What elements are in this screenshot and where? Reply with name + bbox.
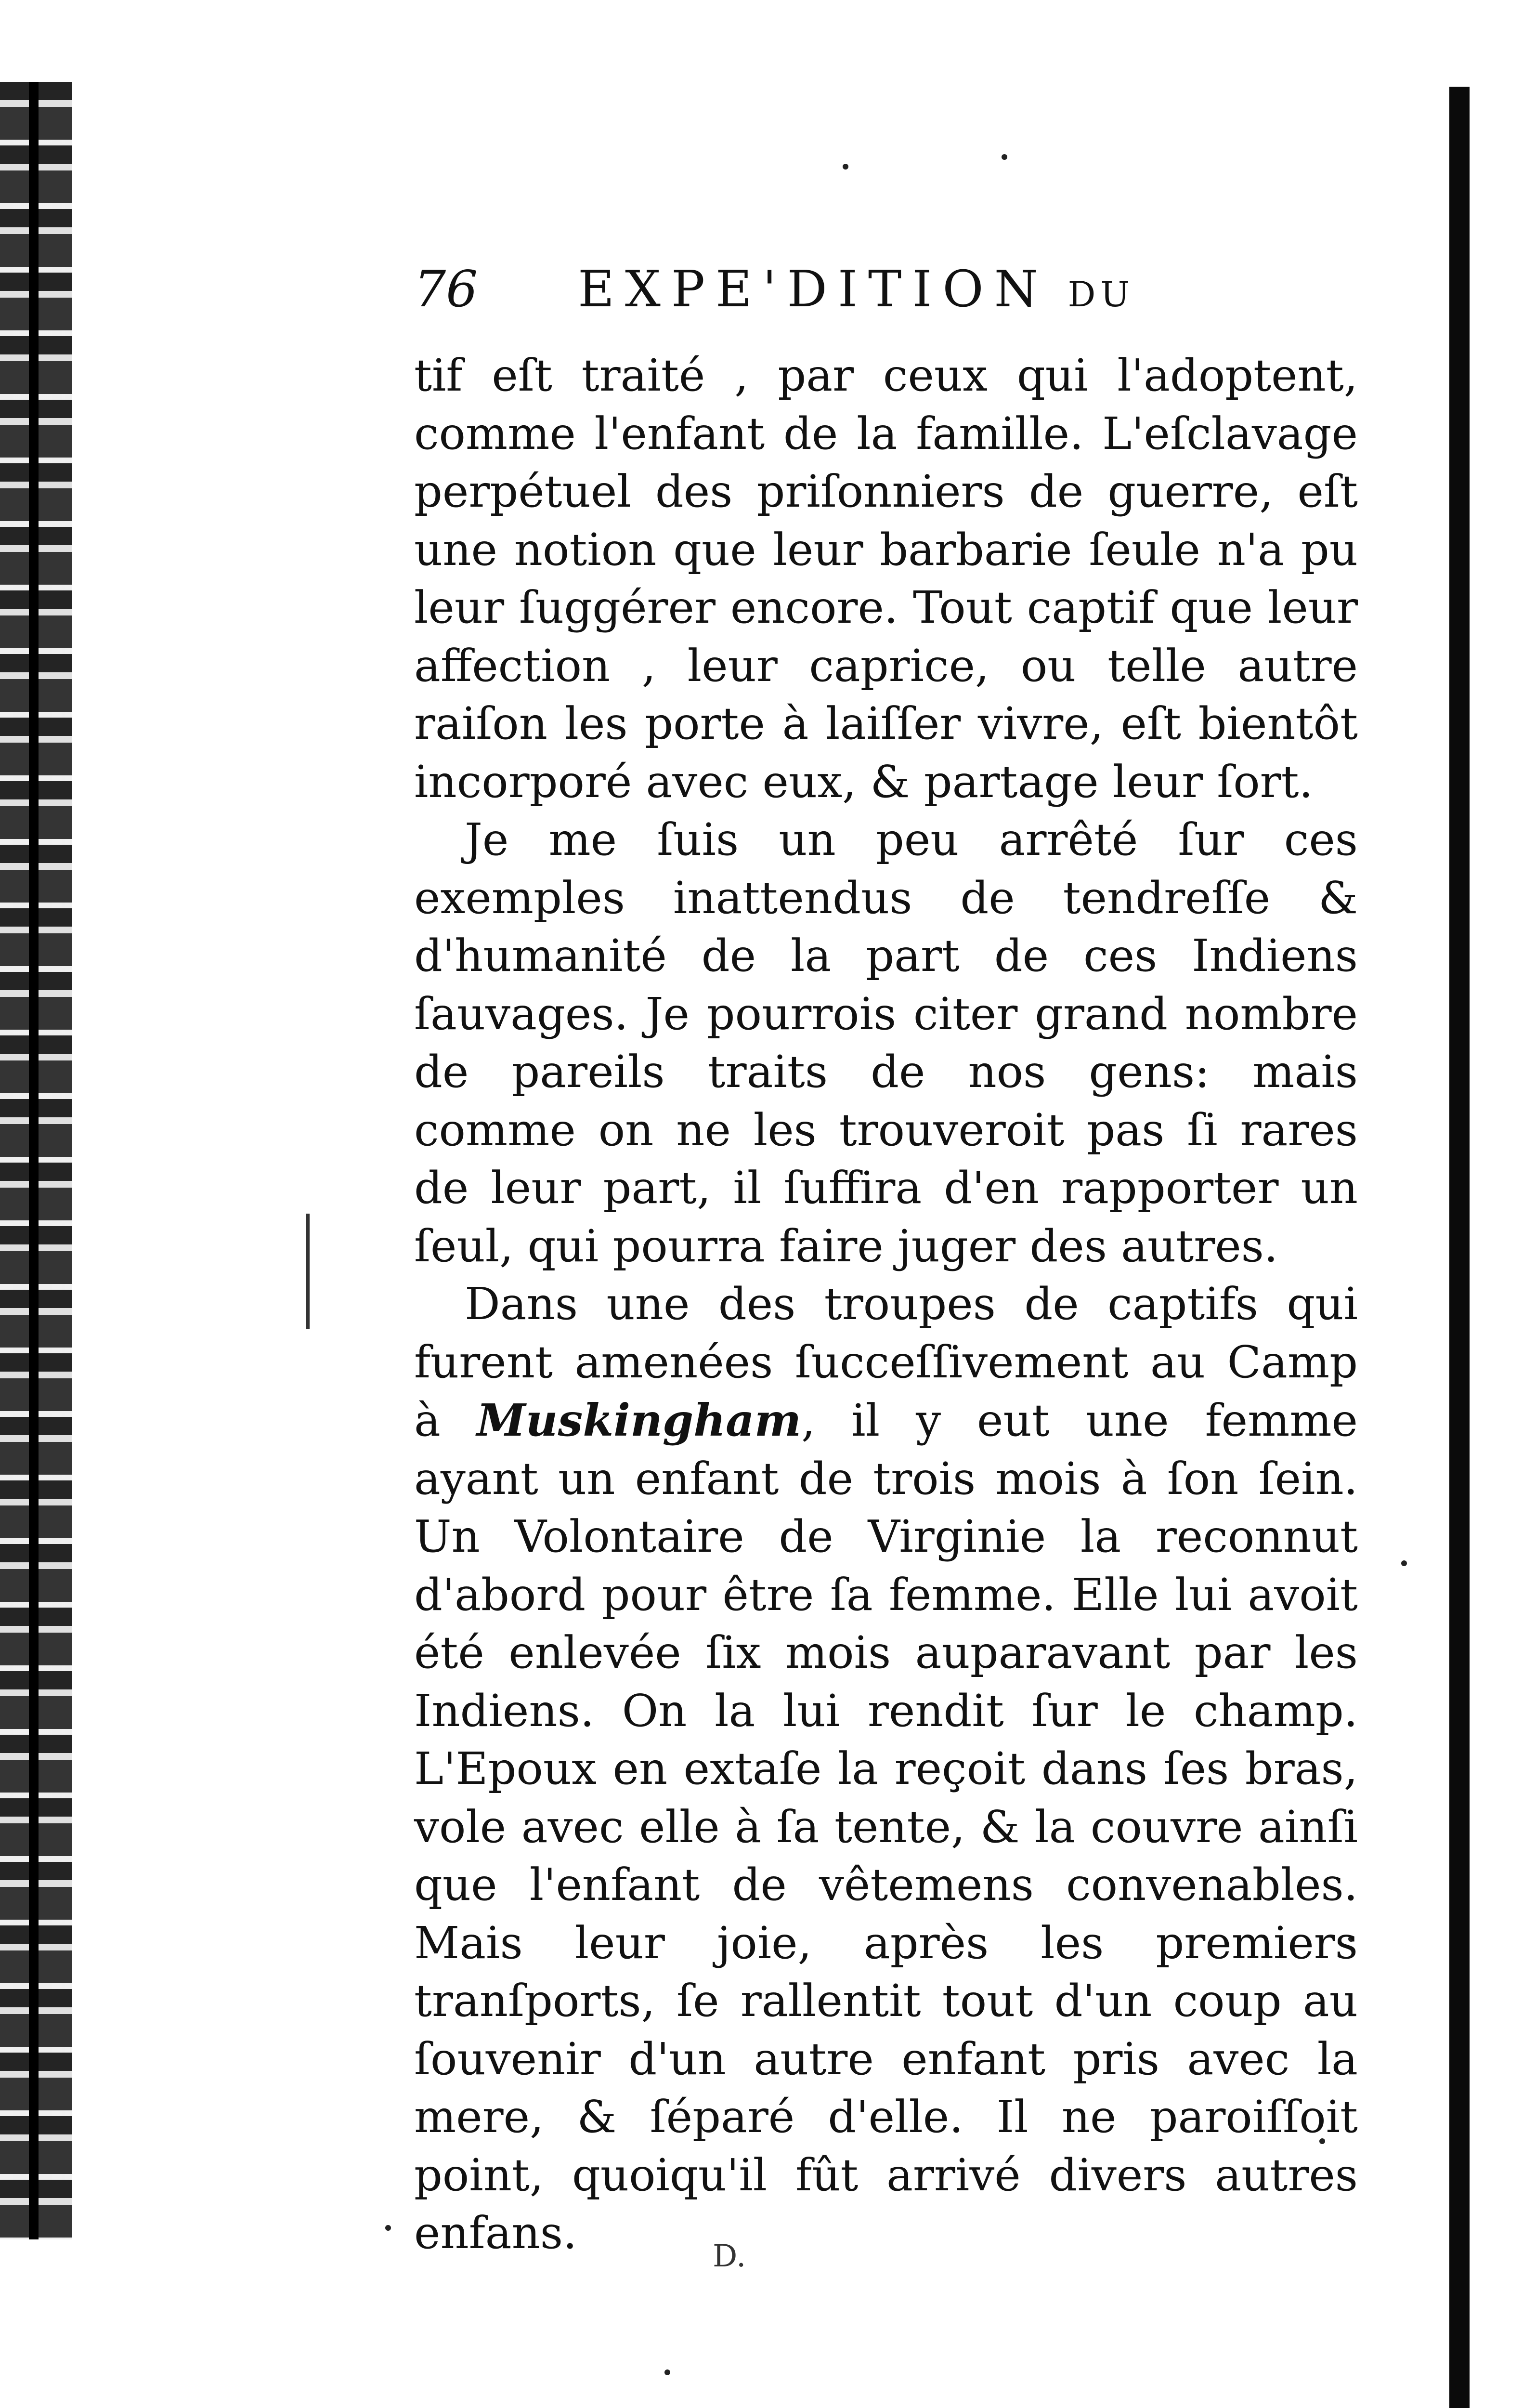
running-head-title: EXPE'DITION bbox=[578, 260, 1049, 318]
page-number: 76 bbox=[414, 260, 478, 318]
ink-speck bbox=[1002, 154, 1007, 160]
place-name-muskingham: Muskingham bbox=[476, 1394, 802, 1446]
running-head bbox=[414, 258, 1146, 320]
ink-speck bbox=[385, 2225, 391, 2231]
ink-speck bbox=[664, 2369, 670, 2375]
paragraph-1-text: tif eſt traité , par ceux qui l'adoptent, comme l'enfant de la famille. L'eſclavage perpétuel des priſonniers de guerre, eſt une notion que leur barbarie ſeule n'a pu leur ſuggérer encore. Tout captif que leur affection , leur caprice, ou telle autre raiſon les porte à laiſſer vivre, eſt bientôt incorporé avec eux, & partage leur ſort. bbox=[414, 350, 1358, 808]
margin-mark bbox=[306, 1214, 310, 1329]
paragraph-1 bbox=[414, 347, 1358, 811]
footer-mark: D. bbox=[713, 2238, 746, 2274]
paragraph-3-text-start: Dans une des troupes de captifs qui furent amenées ſucceſſivement au Camp à bbox=[414, 1278, 1358, 1446]
scan-right-edge bbox=[1449, 87, 1470, 2408]
scan-left-rule bbox=[29, 82, 39, 2239]
paragraph-2-text: Je me ſuis un peu arrêté ſur ces exemples inattendus de tendreſſe & d'humanité de la part de ces Indiens ſauvages. Je pourrois citer grand nombre de pareils traits de nos gens: mais comme on ne les trouveroit pas ſi rares de leur part, il ſuffira d'en rapporter un ſeul, qui pourra faire juger des autres. bbox=[414, 814, 1358, 1272]
running-head-small: DU bbox=[1067, 274, 1135, 314]
paragraph-2 bbox=[414, 811, 1358, 1275]
body-text bbox=[414, 347, 1358, 2263]
paragraph-3 bbox=[414, 1275, 1358, 2263]
paragraph-3-text-end: , il y eut une femme ayant un enfant de trois mois à ſon ſein. Un Volontaire de Virginie la reconnut d'abord pour être ſa femme. Elle lui avoit été enlevée ſix mois auparavant par les Indiens. On la lui rendit ſur le champ. L'Epoux en extaſe la reçoit dans ſes bras, vole avec elle à ſa tente, & la couvre ainſi que l'enfant de vêtemens convenables. Mais leur joie, après les premiers tranſports, ſe rallentit tout d'un coup au ſouvenir d'un autre enfant pris avec la mere, & ſéparé d'elle. Il ne paroiſſoit point, quoiqu'il fût arrivé divers autres enfans. bbox=[414, 1395, 1358, 2259]
ink-speck bbox=[843, 164, 848, 170]
ink-speck bbox=[1401, 1560, 1407, 1566]
